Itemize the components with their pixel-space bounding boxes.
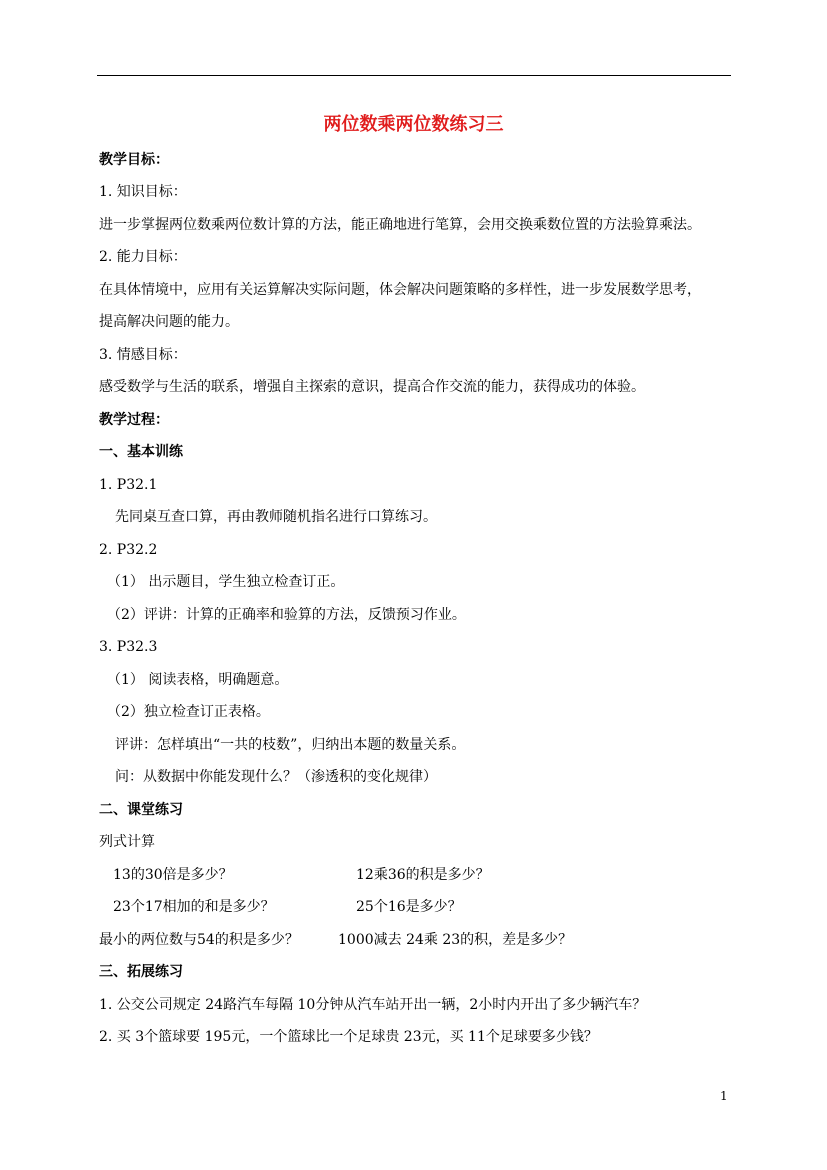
header-rule — [97, 75, 731, 76]
s1-item3-c: 评讲：怎样填出“一共的枝数”，归纳出本题的数量关系。 — [115, 737, 466, 753]
s3-question-2: 2. 买 3个篮球要 195元，一个篮球比一个足球贵 23元，买 11个足球要多少钱？ — [99, 1029, 598, 1045]
s2-question-4: 25个16是多少？ — [356, 899, 462, 915]
goal3-label: 3. 情感目标： — [99, 347, 187, 363]
s1-item3: 3. P32.3 — [99, 639, 158, 655]
s1-item2-a: （1） 出示题目，学生独立检查订正。 — [107, 574, 345, 590]
section1-heading: 一、基本训练 — [99, 444, 183, 460]
s1-item1-text: 先同桌互查口算，再由教师随机指名进行口算练习。 — [115, 509, 437, 525]
s2-question-5: 最小的两位数与54的积是多少？ — [99, 932, 299, 948]
s3-question-1: 1. 公交公司规定 24路汽车每隔 10分钟从汽车站开出一辆，2小时内开出了多少辆汽车？ — [99, 997, 647, 1013]
goals-heading: 教学目标： — [99, 152, 169, 168]
section3-heading: 三、拓展练习 — [99, 964, 183, 980]
s1-item3-a: （1） 阅读表格，明确题意。 — [107, 672, 289, 688]
s2-question-3: 23个17相加的和是多少？ — [113, 899, 275, 915]
goal2-text-line2: 提高解决问题的能力。 — [99, 314, 239, 330]
document-title: 两位数乘两位数练习三 — [323, 114, 504, 135]
s2-intro: 列式计算 — [99, 834, 155, 850]
goal2-label: 2. 能力目标： — [99, 249, 187, 265]
s2-question-6: 1000减去 24乘 23的积，差是多少？ — [338, 932, 573, 948]
section2-heading: 二、课堂练习 — [99, 802, 183, 818]
s1-item3-b: （2）独立检查订正表格。 — [107, 704, 270, 720]
goal1-label: 1. 知识目标： — [99, 184, 187, 200]
s1-item2-b: （2）评讲：计算的正确率和验算的方法，反馈预习作业。 — [107, 607, 466, 623]
goal2-text-line1: 在具体情境中，应用有关运算解决实际问题，体会解决问题策略的多样性，进一步发展数学思考， — [99, 282, 701, 298]
s1-item1: 1. P32.1 — [99, 477, 158, 493]
s2-question-2: 12乘36的积是多少？ — [356, 867, 490, 883]
process-heading: 教学过程： — [99, 412, 169, 428]
goal1-text: 进一步掌握两位数乘两位数计算的方法，能正确地进行笔算，会用交换乘数位置的方法验算乘法。 — [99, 217, 701, 233]
s1-item3-d: 问：从数据中你能发现什么？（渗透积的变化规律） — [115, 769, 437, 785]
s1-item2: 2. P32.2 — [99, 542, 158, 558]
goal3-text: 感受数学与生活的联系，增强自主探索的意识，提高合作交流的能力，获得成功的体验。 — [99, 379, 645, 395]
page-number: 1 — [720, 1089, 728, 1103]
s2-question-1: 13的30倍是多少？ — [113, 867, 233, 883]
